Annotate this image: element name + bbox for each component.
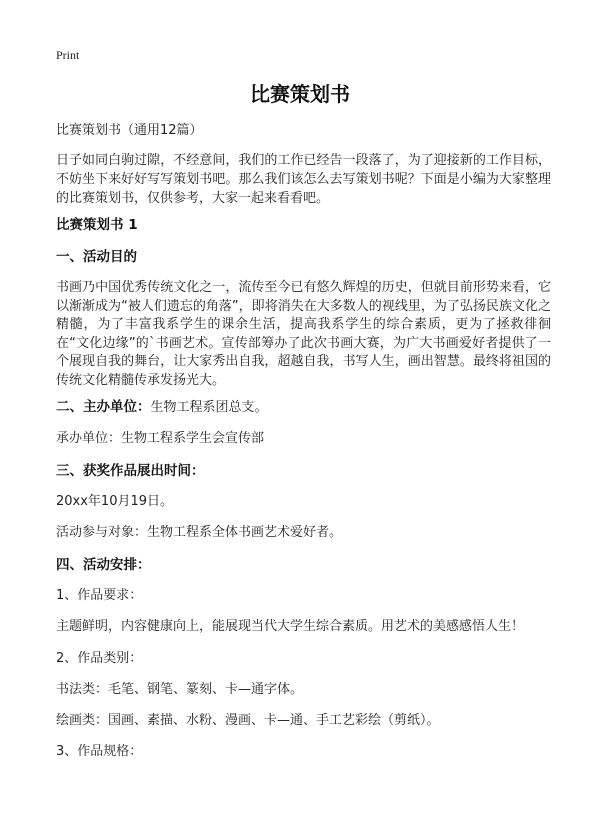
participants-line: 活动参与对象：生物工程系全体书画艺术爱好者。 (56, 525, 343, 540)
item-specifications: 3、作品规格： (56, 744, 143, 759)
document-title: 比赛策划书 (250, 82, 350, 106)
calligraphy-line: 书法类：毛笔、钢笔、篆刻、卡—通字体。 (56, 682, 304, 697)
heading-purpose: 一、活动目的 (56, 249, 137, 265)
intro-paragraph: 日子如同白驹过隙，不经意间，我们的工作已经告一段落了，为了迎接新的工作目标，不妨坐下来好好写写策划书吧。那么我们该怎么去写策划书呢？下面是小编为大家整理的比赛策划书，仅供参考，大家一起来看看吧。 (56, 153, 551, 206)
painting-line: 绘画类：国画、素描、水粉、漫画、卡—通、手工艺彩绘（剪纸）。 (56, 713, 440, 728)
co-organizer-line: 承办单位：生物工程系学生会宣传部 (56, 431, 265, 446)
item-requirements: 1、作品要求： (56, 588, 143, 603)
organizer-value: 生物工程系团总支。 (150, 400, 268, 415)
section-title: 比赛策划书 1 (56, 217, 138, 233)
purpose-paragraph: 书画乃中国优秀传统文化之一，流传至今已有悠久辉煌的历史，但就目前形势来看，它以渐渐成为“被人们遗忘的角落”，即将消失在大多数人的视线里，为了弘扬民族文化之精髓，为了丰富我系学生的课余生活，提高我系学生的综合素质，更为了拯救徘徊在“文化边缘”的`书画艺术。宣传部筹办了此次书画大赛，为广大书画爱好者提供了一个展现自我的舞台，让大家秀出自我，超越自我，书写人生，画出智慧。最终将祖国的传统文化精髓传承发扬光大。 (56, 280, 551, 388)
item-categories: 2、作品类别： (56, 651, 143, 666)
heading-schedule: 四、活动安排： (56, 557, 151, 573)
organizer-label: 二、主办单位： (56, 399, 151, 415)
exhibition-date: 20xx年10月19日。 (56, 494, 174, 509)
requirements-text: 主题鲜明，内容健康向上，能展现当代大学生综合素质。用艺术的美感感悟人生！ (56, 619, 525, 634)
heading-exhibition-time: 三、获奖作品展出时间： (56, 463, 205, 479)
print-link[interactable]: Print (56, 48, 80, 62)
organizer-line (56, 398, 551, 417)
document-subtitle: 比赛策划书（通用12篇） (56, 123, 203, 138)
